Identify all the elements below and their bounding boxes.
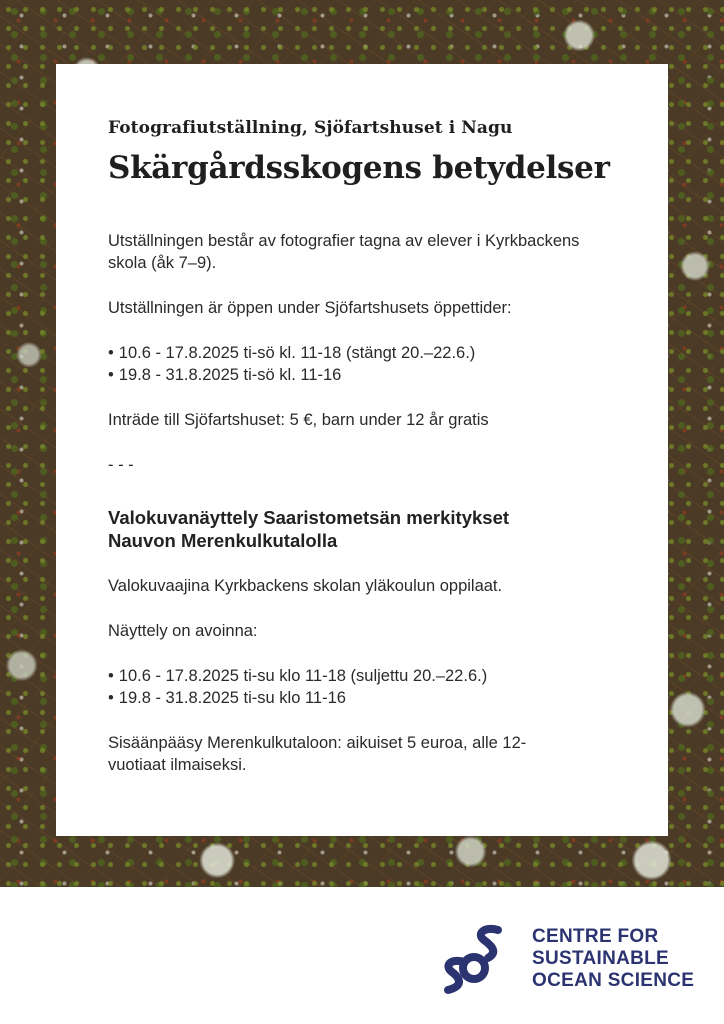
separator: - - - (108, 456, 134, 474)
swedish-dates-list (108, 342, 616, 386)
list-item: • 10.6 - 17.8.2025 ti-sö kl. 11-18 (stängt 20.–22.6.) (108, 344, 476, 362)
swedish-open-heading: Utställningen är öppen under Sjöfartshusets öppettider: (108, 299, 512, 317)
list-item: • 19.8 - 31.8.2025 ti-su klo 11-16 (108, 689, 346, 707)
finnish-heading-line1: Valokuvanäyttely Saaristometsän merkitykset (108, 507, 510, 528)
bullet: • (108, 667, 114, 685)
finnish-dates-list (108, 665, 616, 709)
sos-logo (440, 924, 695, 996)
exhibition-title: Skärgårdsskogens betydelser (108, 150, 610, 186)
bullet: • (108, 689, 114, 707)
logo-wordmark: CENTRE FOR SUSTAINABLE OCEAN SCIENCE (532, 926, 695, 991)
finnish-heading-line2: Nauvon Merenkulkutalolla (108, 530, 338, 551)
swedish-intro: Utställningen består av fotografier tagna av elever i Kyrkbackens skola (åk 7–9). (108, 232, 580, 272)
list-item: • 10.6 - 17.8.2025 ti-su klo 11-18 (suljettu 20.–22.6.) (108, 667, 488, 685)
bullet: • (108, 366, 114, 384)
exhibition-card (56, 64, 668, 836)
bullet: • (108, 344, 114, 362)
list-item: • 19.8 - 31.8.2025 ti-sö kl. 11-16 (108, 366, 342, 384)
swedish-admission: Inträde till Sjöfartshuset: 5 €, barn under 12 år gratis (108, 411, 489, 429)
exhibition-subtitle: Fotografiutställning, Sjöfartshuset i Nagu (108, 118, 513, 138)
finnish-admission: Sisäänpääsy Merenkulkutaloon: aikuiset 5 euroa, alle 12-vuotiaat ilmaiseksi. (108, 734, 527, 774)
sos-logo-mark-icon (440, 924, 520, 996)
finnish-photographers: Valokuvaajina Kyrkbackens skolan yläkoulun oppilaat. (108, 577, 503, 595)
finnish-open-heading: Näyttely on avoinna: (108, 622, 258, 640)
